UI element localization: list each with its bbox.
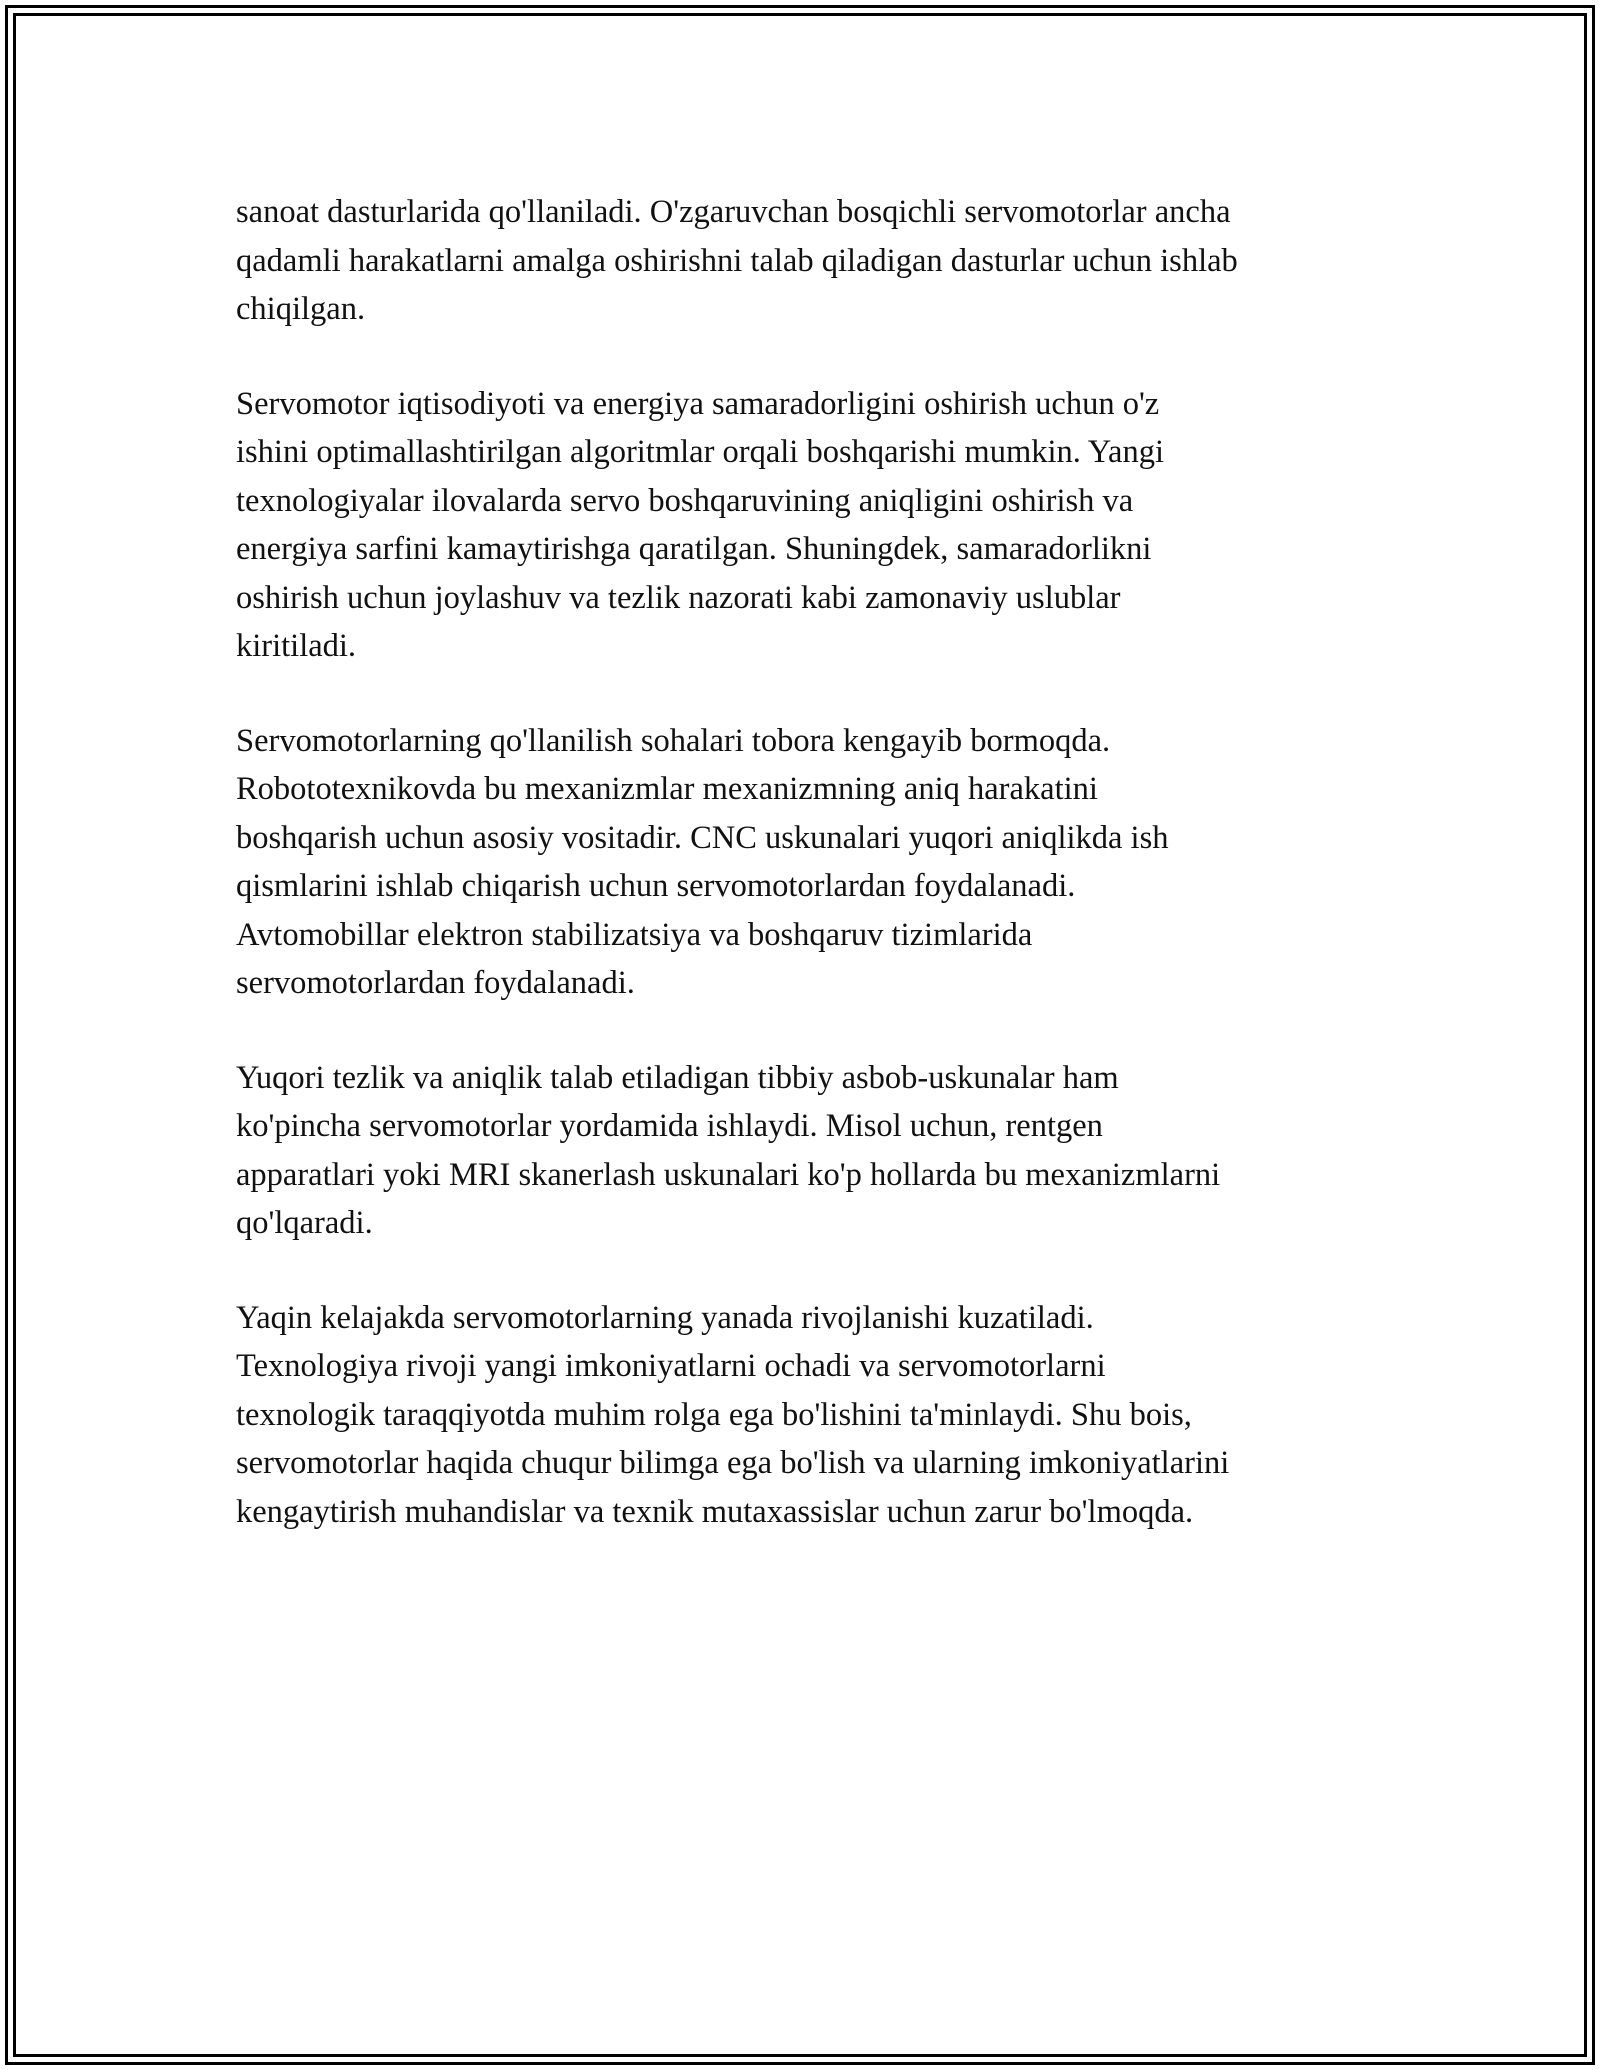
text-line: Servomotorlarning qo'llanilish sohalari tobora kengayib bormoqda. [236,722,1111,759]
paragraph [236,1054,1386,1248]
text-line: apparatlari yoki MRI skanerlash uskunalari ko'p hollarda bu mexanizmlarni [236,1156,1221,1193]
paragraph [236,1294,1386,1537]
paragraph [236,188,1386,334]
text-line: servomotorlardan foydalanadi. [236,965,635,1001]
text-line: texnologik taraqqiyotda muhim rolga ega bo'lishini ta'minlaydi. Shu bois, [236,1396,1192,1433]
text-line: oshirish uchun joylashuv va tezlik nazorati kabi zamonaviy uslublar [236,579,1121,616]
text-line: Texnologiya rivoji yangi imkoniyatlarni ochadi va servomotorlarni [236,1348,1106,1384]
text-line: energiya sarfini kamaytirishga qaratilgan. Shuningdek, samaradorlikni [236,531,1152,567]
text-line: qismlarini ishlab chiqarish uchun servomotorlardan foydalanadi. [236,868,1076,904]
text-line: Yuqori tezlik va aniqlik talab etiladigan tibbiy asbob-uskunalar ham [236,1059,1119,1096]
text-line: kengaytirish muhandislar va texnik mutaxassislar uchun zarur bo'lmoqda. [236,1493,1194,1530]
text-line: ko'pincha servomotorlar yordamida ishlaydi. Misol uchun, rentgen [236,1108,1103,1144]
text-line: boshqarish uchun asosiy vositadir. CNC uskunalari yuqori aniqlikda ish [236,819,1169,856]
paragraph [236,380,1386,671]
text-line: qo'lqaradi. [236,1205,373,1241]
text-line: Servomotor iqtisodiyoti va energiya samaradorligini oshirish uchun o'z [236,385,1160,422]
text-line: Yaqin kelajakda servomotorlarning yanada rivojlanishi kuzatiladi. [236,1299,1094,1336]
text-line: kiritiladi. [236,628,357,664]
text-line: Robototexnikovda bu mexanizmlar mexanizmning aniq harakatini [236,771,1098,807]
text-line: servomotorlar haqida chuqur bilimga ega bo'lish va ularning imkoniyatlarini [236,1445,1230,1481]
text-line: chiqilgan. [236,291,366,327]
text-line: sanoat dasturlarida qo'llaniladi. O'zgaruvchan bosqichli servomotorlar ancha [236,194,1231,230]
text-line: texnologiyalar ilovalarda servo boshqaruvining aniqligini oshirish va [236,482,1134,519]
document-body [236,188,1386,1582]
text-line: ishini optimallashtirilgan algoritmlar orqali boshqarishi mumkin. Yangi [236,434,1164,470]
text-line: qadamli harakatlarni amalga oshirishni talab qiladigan dasturlar uchun ishlab [236,242,1238,279]
text-line: Avtomobillar elektron stabilizatsiya va boshqaruv tizimlarida [236,916,1033,953]
paragraph [236,717,1386,1008]
